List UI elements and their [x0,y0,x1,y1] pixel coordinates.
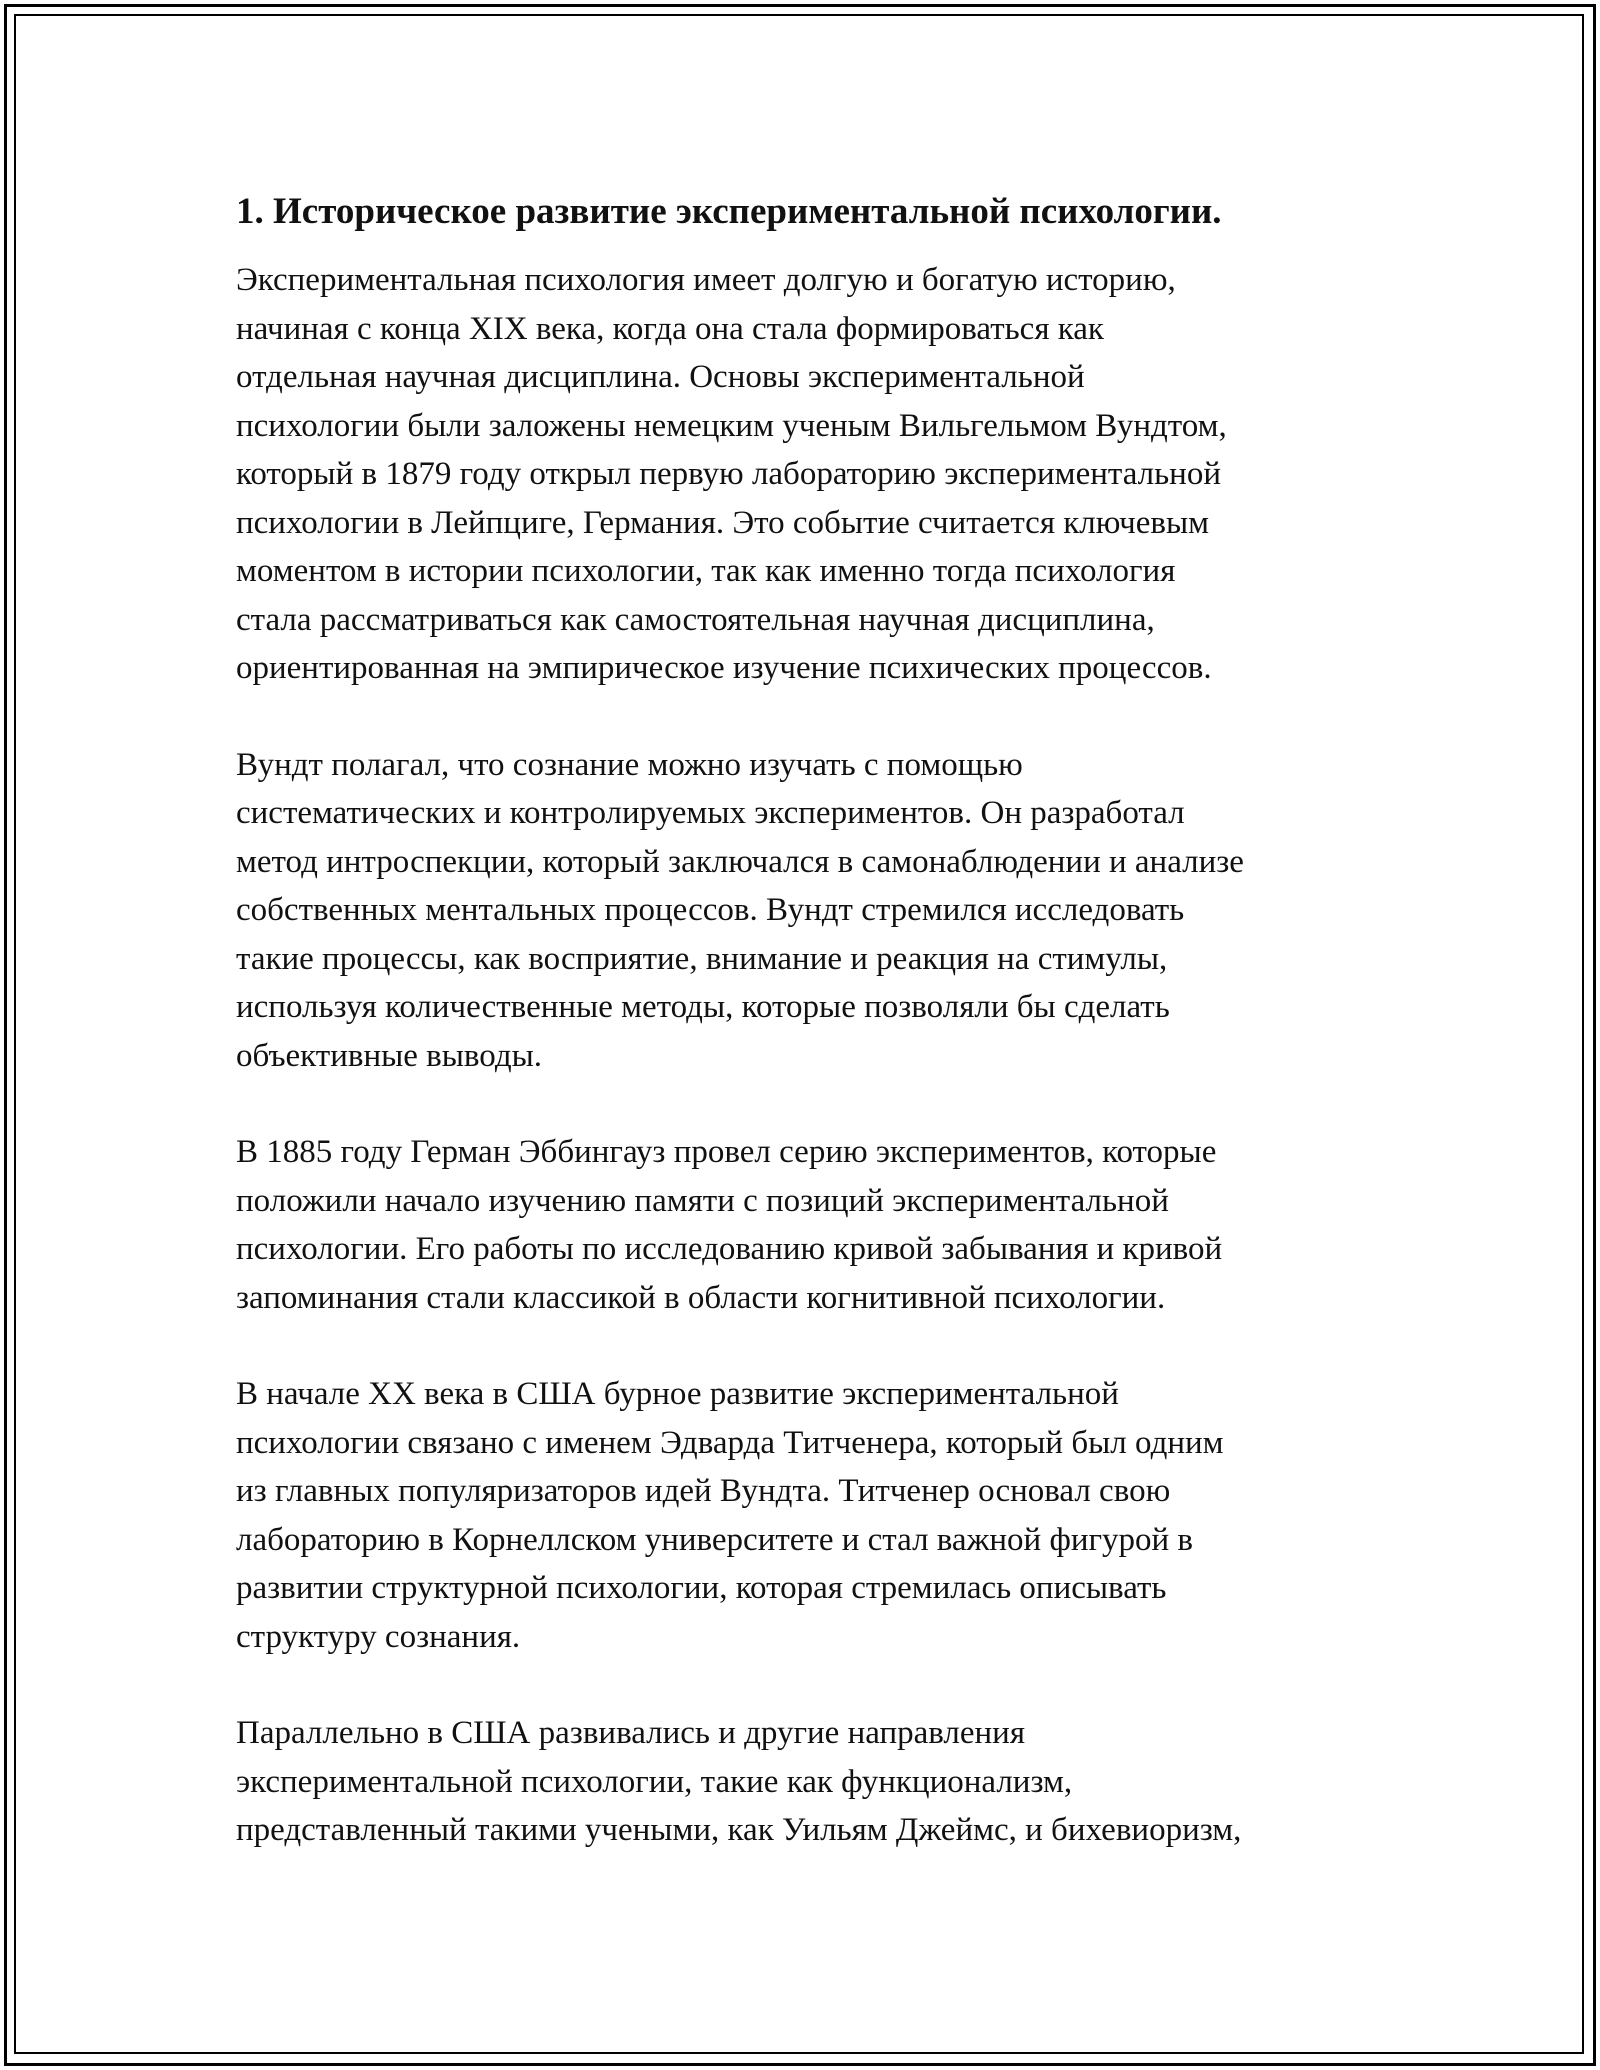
text-line: собственных ментальных процессов. Вундт стремился исследовать [236,892,1185,928]
text-line: развитии структурной психологии, которая стремилась описывать [236,1570,1167,1606]
text-line: систематических и контролируемых экспериментов. Он разработал [236,795,1185,831]
text-line: начиная с конца XIX века, когда она стала формироваться как [236,310,1104,347]
text-line: положили начало изучению памяти с позиций экспериментальной [236,1182,1169,1219]
text-line: запоминания стали классикой в области когнитивной психологии. [236,1279,1166,1316]
text-line: Параллельно в США развивались и другие направления [236,1715,1026,1751]
paragraph-functionalism [236,1709,1376,1855]
text-line: представленный такими учеными, как Уильям Джеймс, и бихевиоризм, [236,1812,1242,1848]
text-line: психологии были заложены немецким ученым Вильгельмом Вундтом, [236,407,1227,444]
paragraph-titchener [236,1370,1376,1661]
text-line: Экспериментальная психология имеет долгую и богатую историю, [236,262,1176,298]
text-line: В начале XX века в США бурное развитие экспериментальной [236,1376,1119,1412]
paragraph-introspection [236,741,1376,1081]
text-line: структуру сознания. [236,1618,521,1655]
paragraph-wundt-history [236,256,1376,693]
text-line: объективные выводы. [236,1037,543,1074]
text-line: моментом в истории психологии, так как именно тогда психология [236,553,1176,589]
section-heading: 1. Историческое развитие экспериментальной психологии. [236,191,1222,232]
text-line: ориентированная на эмпирическое изучение психических процессов. [236,650,1212,686]
text-line: лабораторию в Корнеллском университете и стал важной фигурой в [236,1521,1194,1558]
document-body [236,188,1376,1903]
text-line: психологии в Лейпциге, Германия. Это событие считается ключевым [236,504,1210,541]
text-line: используя количественные методы, которые позволяли бы сделать [236,989,1170,1025]
text-line: экспериментальной психологии, такие как функционализм, [236,1763,1073,1800]
text-line: Вундт полагал, что сознание можно изучать с помощью [236,746,1023,783]
text-line: из главных популяризаторов идей Вундта. Титченер основал свою [236,1473,1171,1509]
text-line: который в 1879 году открыл первую лабораторию экспериментальной [236,456,1221,492]
text-line: отдельная научная дисциплина. Основы экспериментальной [236,359,1085,395]
paragraph-ebbinghaus [236,1128,1376,1322]
text-line: психологии. Его работы по исследованию кривой забывания и кривой [236,1231,1223,1267]
text-line: стала рассматриваться как самостоятельная научная дисциплина, [236,601,1155,638]
text-line: психологии связано с именем Эдварда Титченера, который был одним [236,1424,1224,1461]
text-line: метод интроспекции, который заключался в самонаблюдении и анализе [236,843,1244,880]
text-line: такие процессы, как восприятие, внимание и реакция на стимулы, [236,940,1168,977]
text-line: В 1885 году Герман Эббингауз провел серию экспериментов, которые [236,1134,1217,1170]
